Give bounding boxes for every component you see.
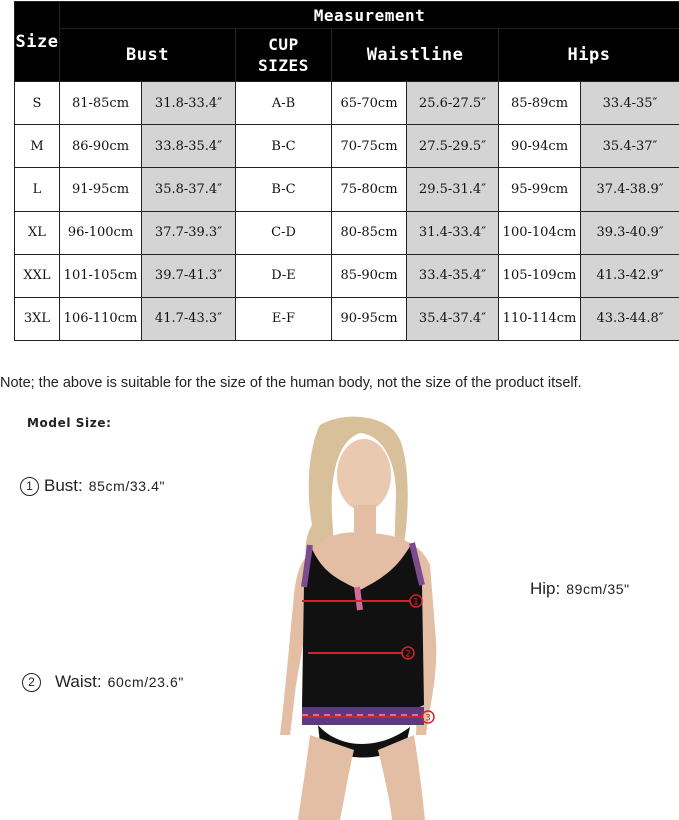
- size-cell: XXL: [15, 254, 60, 297]
- bust-cm-cell: 81-85cm: [60, 82, 142, 125]
- waist-inch-cell: 25.6-27.5″: [407, 82, 499, 125]
- size-cell: XL: [15, 211, 60, 254]
- waist-inch-cell: 31.4-33.4″: [407, 211, 499, 254]
- hips-cm-cell: 85-89cm: [499, 82, 581, 125]
- table-row: [15, 168, 679, 211]
- hips-inch-cell: 33.4-35″: [581, 82, 679, 125]
- bust-column-header: Bust: [60, 29, 236, 82]
- table-row: [15, 254, 679, 297]
- size-chart-table: [14, 1, 679, 341]
- bust-cm-cell: 96-100cm: [60, 211, 142, 254]
- waist-inch-cell: 29.5-31.4″: [407, 168, 499, 211]
- cup-sizes-column-header: CUP SIZES: [236, 29, 332, 82]
- model-waist-measurement: [22, 672, 184, 692]
- hips-inch-cell: 35.4-37″: [581, 125, 679, 168]
- waist-cm-cell: 70-75cm: [332, 125, 407, 168]
- bust-inch-cell: 33.8-35.4″: [142, 125, 236, 168]
- bust-value: 85cm/33.4": [88, 478, 166, 494]
- cup-cell: E-F: [236, 297, 332, 340]
- waist-cm-cell: 75-80cm: [332, 168, 407, 211]
- size-column-header: Size: [15, 2, 60, 82]
- table-row: [15, 297, 679, 340]
- model-hip-measurement: [530, 579, 630, 599]
- bust-inch-cell: 35.8-37.4″: [142, 168, 236, 211]
- size-note: Note; the above is suitable for the size of the human body, not the size of the product itself.: [0, 375, 582, 391]
- cup-cell: C-D: [236, 211, 332, 254]
- hips-inch-cell: 43.3-44.8″: [581, 297, 679, 340]
- bust-inch-cell: 41.7-43.3″: [142, 297, 236, 340]
- bust-cm-cell: 101-105cm: [60, 254, 142, 297]
- model-face: [337, 439, 391, 511]
- size-cell: S: [15, 82, 60, 125]
- hips-inch-cell: 37.4-38.9″: [581, 168, 679, 211]
- hips-inch-cell: 39.3-40.9″: [581, 211, 679, 254]
- size-cell: 3XL: [15, 297, 60, 340]
- cup-cell: B-C: [236, 125, 332, 168]
- hips-column-header: Hips: [499, 29, 679, 82]
- table-row: [15, 82, 679, 125]
- model-photo: [250, 405, 450, 820]
- waist-value: 60cm/23.6": [107, 674, 184, 690]
- svg-text:1: 1: [413, 597, 419, 608]
- size-cell: M: [15, 125, 60, 168]
- waistline-column-header: Waistline: [332, 29, 499, 82]
- svg-text:2: 2: [405, 649, 411, 660]
- waist-inch-cell: 35.4-37.4″: [407, 297, 499, 340]
- bust-inch-cell: 39.7-41.3″: [142, 254, 236, 297]
- bust-cm-cell: 91-95cm: [60, 168, 142, 211]
- hips-cm-cell: 110-114cm: [499, 297, 581, 340]
- cup-cell: B-C: [236, 168, 332, 211]
- waist-cm-cell: 80-85cm: [332, 211, 407, 254]
- waist-cm-cell: 65-70cm: [332, 82, 407, 125]
- hips-cm-cell: 90-94cm: [499, 125, 581, 168]
- number-1-badge: 1: [20, 477, 39, 496]
- waist-inch-cell: 33.4-35.4″: [407, 254, 499, 297]
- hips-inch-cell: 41.3-42.9″: [581, 254, 679, 297]
- waist-inch-cell: 27.5-29.5″: [407, 125, 499, 168]
- model-bust-measurement: [20, 476, 165, 496]
- measurement-header: Measurement: [60, 2, 679, 29]
- bust-cm-cell: 86-90cm: [60, 125, 142, 168]
- hips-cm-cell: 105-109cm: [499, 254, 581, 297]
- number-2-badge: 2: [22, 673, 41, 692]
- model-size-title: Model Size:: [27, 416, 112, 430]
- hips-cm-cell: 95-99cm: [499, 168, 581, 211]
- cup-cell: D-E: [236, 254, 332, 297]
- bust-cm-cell: 106-110cm: [60, 297, 142, 340]
- table-row: [15, 211, 679, 254]
- bust-inch-cell: 37.7-39.3″: [142, 211, 236, 254]
- bust-label: Bust:: [44, 476, 83, 495]
- bust-inch-cell: 31.8-33.4″: [142, 82, 236, 125]
- waist-cm-cell: 90-95cm: [332, 297, 407, 340]
- size-cell: L: [15, 168, 60, 211]
- hip-label: Hip:: [530, 579, 561, 598]
- waist-cm-cell: 85-90cm: [332, 254, 407, 297]
- table-row: [15, 125, 679, 168]
- hip-value: 89cm/35": [566, 581, 630, 597]
- hips-cm-cell: 100-104cm: [499, 211, 581, 254]
- cup-cell: A-B: [236, 82, 332, 125]
- waist-label: Waist:: [55, 672, 102, 691]
- svg-text:3: 3: [425, 713, 431, 724]
